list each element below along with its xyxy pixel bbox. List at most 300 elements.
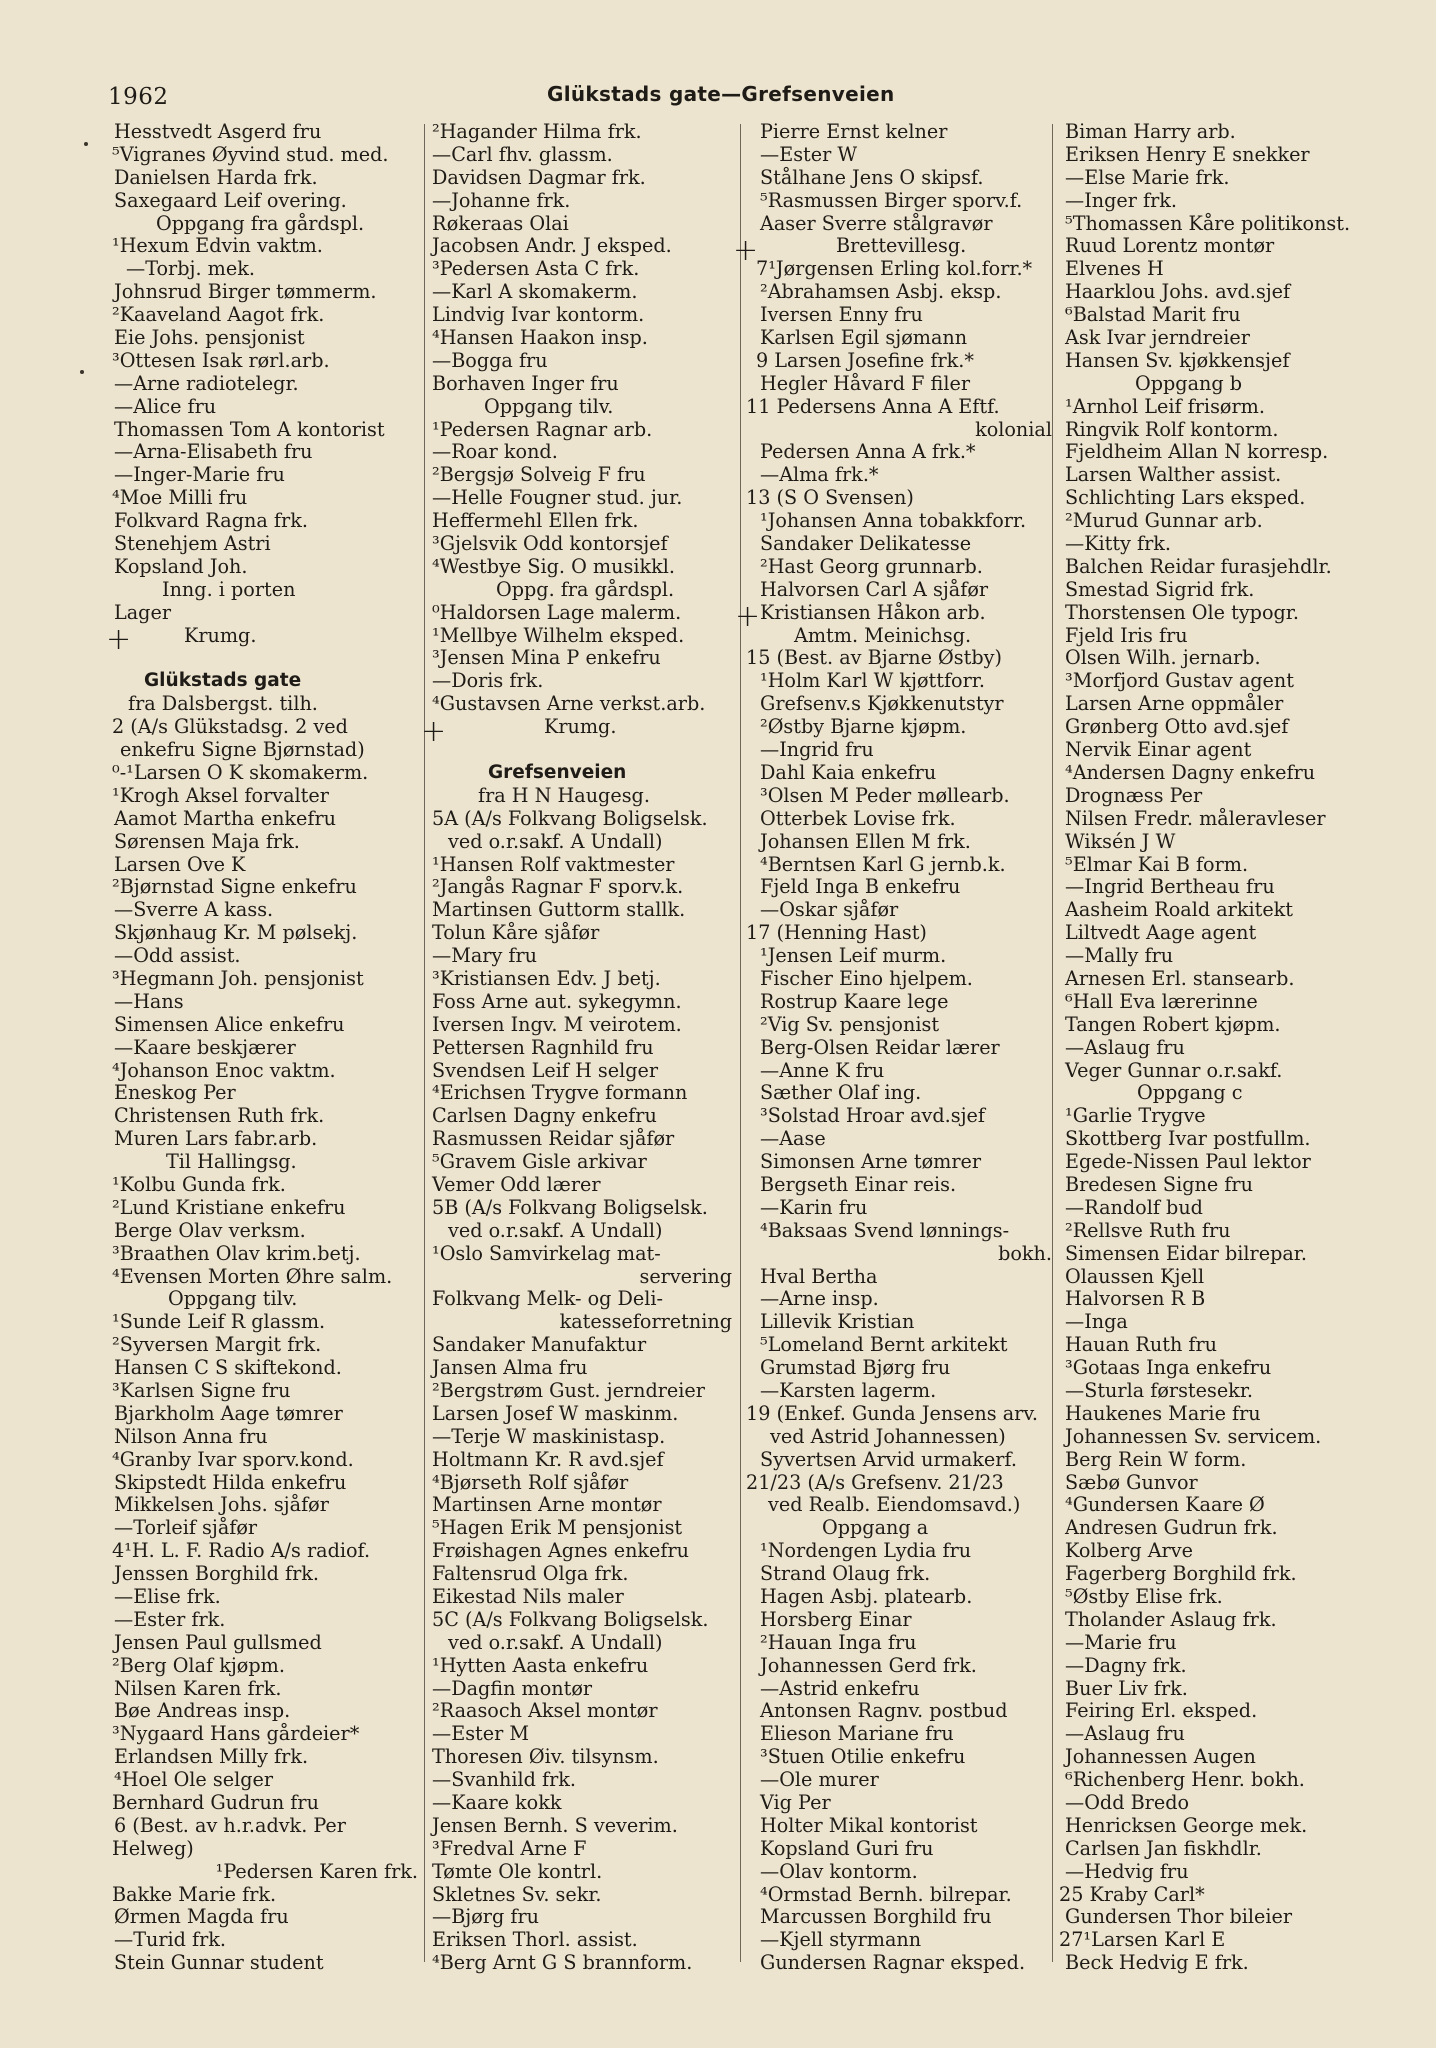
directory-entry: 11 Pedersens Anna A Eftf. [746, 394, 1000, 418]
directory-entry: ⁴Baksaas Svend lønnings- [760, 1218, 1010, 1242]
directory-entry: Saxegaard Leif overing. [114, 188, 347, 212]
directory-entry: Thorstensen Ole typogr. [1065, 600, 1299, 624]
directory-entry: ²Hast Georg grunnarb. [760, 554, 983, 578]
directory-entry: ³Pedersen Asta C frk. [432, 257, 640, 281]
directory-entry: Muren Lars fabr.arb. [114, 1127, 318, 1151]
directory-entry: ¹Holm Karl W kjøttforr. [760, 669, 985, 693]
directory-entry: —Kaare beskjærer [114, 1035, 296, 1059]
directory-entry: Sandaker Delikatesse [760, 532, 972, 556]
directory-entry: 27¹Larsen Karl E [1059, 1928, 1226, 1952]
directory-entry: Bjarkholm Aage tømrer [114, 1401, 343, 1425]
directory-entry: Liltvedt Aage agent [1065, 921, 1257, 945]
directory-entry: Tømte Ole kontrl. [432, 1859, 603, 1883]
directory-entry: Iversen Ingv. M veirotem. [432, 1012, 682, 1036]
directory-entry: 15 (Best. av Bjarne Østby) [746, 646, 1002, 670]
directory-entry: 9 Larsen Josefine frk.* [756, 348, 974, 372]
directory-entry: ⁵Vigranes Øyvind stud. med. [112, 142, 389, 166]
directory-entry: Aamot Martha enkefru [114, 806, 337, 830]
page-number: 1962 [108, 84, 169, 110]
directory-entry: —Marie fru [1065, 1630, 1177, 1654]
directory-entry: Sæther Olaf ing. [760, 1081, 922, 1105]
directory-entry: —Inger frk. [1065, 188, 1178, 212]
directory-entry: Faltensrud Olga frk. [432, 1562, 629, 1586]
margin-dot [84, 142, 88, 146]
directory-entry: Stålhane Jens O skipsf. [760, 165, 984, 189]
directory-entry: Pettersen Ragnhild fru [432, 1035, 654, 1059]
directory-entry: ¹Hansen Rolf vaktmester [432, 852, 675, 876]
directory-entry: Jenssen Borghild frk. [114, 1562, 320, 1586]
directory-entry: Krumg. [544, 715, 617, 739]
directory-entry: ⁴Hoel Ole selger [114, 1768, 274, 1792]
directory-entry: ⁴Ormstad Bernh. bilrepar. [760, 1882, 1012, 1906]
directory-entry: —Doris frk. [432, 669, 544, 693]
directory-entry: Stenehjem Astri [114, 532, 271, 556]
directory-entry: Eriksen Henry E snekker [1065, 142, 1310, 166]
directory-entry: ¹Krogh Aksel forvalter [112, 783, 329, 807]
directory-entry: ¹Johansen Anna tobakkforr. [760, 509, 1027, 533]
directory-entry: —Karsten lagerm. [760, 1378, 937, 1402]
directory-entry: Balchen Reidar furasjehdlr. [1065, 554, 1332, 578]
directory-entry: Johansen Ellen M frk. [760, 829, 971, 853]
directory-entry: Ørmen Magda fru [114, 1905, 289, 1929]
directory-entry: ¹Garlie Trygve [1065, 1104, 1206, 1128]
directory-entry: ⁶Balstad Marit fru [1065, 303, 1241, 327]
directory-entry: ⁵Østby Elise frk. [1065, 1585, 1223, 1608]
directory-entry: fra Dalsbergst. tilh. [128, 692, 318, 716]
directory-entry: Fjeldheim Allan N korresp. [1065, 440, 1329, 464]
directory-entry: —Ole murer [760, 1768, 879, 1792]
directory-entry: ¹Hexum Edvin vaktm. [112, 234, 323, 258]
directory-entry: —Olav kontorm. [760, 1859, 918, 1883]
directory-entry: —Kaare kokk [432, 1791, 562, 1815]
directory-entry: Carlsen Jan fiskhdlr. [1065, 1836, 1262, 1860]
directory-entry: ²Hagander Hilma frk. [432, 120, 642, 143]
directory-entry: enkefru Signe Bjørnstad) [120, 738, 365, 762]
directory-entry: Schlichting Lars eksped. [1065, 486, 1306, 510]
directory-entry: ¹Nordengen Lydia fru [760, 1539, 972, 1563]
directory-entry: Vig Per [760, 1791, 831, 1815]
directory-entry: ³Stuen Otilie enkefru [760, 1745, 966, 1769]
directory-entry: Johannessen Augen [1065, 1745, 1256, 1769]
directory-entry: Eie Johs. pensjonist [114, 326, 305, 350]
column-divider [740, 124, 741, 1962]
directory-entry: Gundersen Thor bileier [1065, 1905, 1293, 1929]
directory-entry: ³Nygaard Hans gårdeier* [112, 1722, 360, 1746]
directory-entry: Egede-Nissen Paul lektor [1065, 1150, 1311, 1174]
directory-entry: Bernhard Gudrun fru [112, 1791, 319, 1815]
directory-entry: Thomassen Tom A kontorist [114, 417, 385, 441]
directory-entry: —Mary fru [432, 944, 538, 968]
directory-entry: Wiksén J W [1065, 829, 1176, 853]
directory-entry: ²Bjørnstad Signe enkefru [112, 875, 357, 899]
directory-entry: Halvorsen R B [1065, 1287, 1206, 1311]
margin-dot [80, 370, 84, 374]
directory-entry: Eneskog Per [114, 1081, 236, 1105]
directory-entry: Holter Mikal kontorist [760, 1813, 978, 1837]
directory-entry: Kristiansen Håkon arb. [760, 600, 986, 624]
directory-entry: Drognæss Per [1065, 783, 1203, 807]
directory-entry: ⁴Gundersen Kaare Ø [1065, 1493, 1265, 1517]
directory-entry: —Mally fru [1065, 944, 1174, 968]
directory-entry: katesseforretning [559, 1310, 732, 1334]
directory-entry: ⁵Gravem Gisle arkivar [432, 1150, 647, 1174]
directory-entry: ⁴Berg Arnt G S brannform. [432, 1951, 693, 1975]
directory-entry: Haukenes Marie fru [1065, 1401, 1261, 1425]
directory-entry: —Kitty frk. [1065, 532, 1172, 556]
directory-entry: Sæbø Gunvor [1065, 1470, 1198, 1494]
directory-entry: fra H N Haugesg. [478, 783, 650, 807]
directory-entry: Danielsen Harda frk. [114, 165, 318, 189]
directory-entry: Larsen Ove K [114, 852, 246, 876]
directory-entry: Sørensen Maja frk. [114, 829, 300, 853]
directory-entry: Olsen Wilh. jernarb. [1065, 646, 1261, 670]
directory-entry: ved o.r.sakf. A Undall) [448, 1218, 663, 1242]
directory-entry: ³Morfjord Gustav agent [1065, 669, 1294, 693]
directory-entry: Vemer Odd lærer [432, 1172, 601, 1196]
directory-entry: —Inga [1065, 1310, 1128, 1334]
directory-entry: Nilson Anna fru [114, 1424, 268, 1448]
directory-entry: Hesstvedt Asgerd fru [114, 120, 322, 143]
directory-entry: Jensen Paul gullsmed [114, 1630, 322, 1654]
directory-entry: —Arne insp. [760, 1287, 879, 1311]
directory-entry: —Ingrid Bertheau fru [1065, 875, 1275, 899]
directory-entry: ²Jangås Ragnar F sporv.k. [432, 875, 684, 899]
directory-entry: —Aslaug fru [1065, 1035, 1185, 1059]
directory-entry: ³Gjelsvik Odd kontorsjef [432, 532, 668, 556]
directory-entry: Bergseth Einar reis. [760, 1172, 957, 1196]
directory-entry: ⁵Lomeland Bernt arkitekt [760, 1333, 1008, 1357]
directory-entry: —Arna-Elisabeth fru [114, 440, 313, 464]
directory-entry: —Ester frk. [114, 1607, 226, 1631]
directory-entry: Oppg. fra gårdspl. [496, 577, 675, 601]
directory-entry: Nervik Einar agent [1065, 738, 1252, 762]
directory-entry: Skipstedt Hilda enkefru [114, 1470, 347, 1494]
directory-entry: Lindvig Ivar kontorm. [432, 303, 645, 327]
directory-entry: Berg-Olsen Reidar lærer [760, 1035, 1000, 1059]
directory-entry: —Arne radiotelegr. [114, 371, 299, 395]
directory-entry: ¹Arnhol Leif frisørm. [1065, 394, 1265, 418]
directory-entry: Johannessen Gerd frk. [760, 1653, 977, 1677]
directory-entry: Pedersen Anna A frk.* [760, 440, 976, 464]
directory-entry: —Dagfin montør [432, 1676, 593, 1700]
directory-entry: ⁵Hagen Erik M pensjonist [432, 1516, 683, 1540]
running-title: Glükstads gate—Grefsenveien [547, 82, 895, 106]
directory-entry: ²Berg Olaf kjøpm. [112, 1653, 285, 1677]
directory-entry: ³Ottesen Isak rørl.arb. [112, 348, 330, 372]
directory-entry: Folkvard Ragna frk. [114, 509, 308, 533]
directory-entry: —Else Marie frk. [1065, 165, 1230, 189]
directory-entry: Smestad Sigrid frk. [1065, 577, 1255, 601]
directory-entry: —Sverre A kass. [114, 898, 274, 922]
directory-entry: ⁴Moe Milli fru [112, 486, 248, 510]
directory-entry: Olaussen Kjell [1065, 1264, 1205, 1288]
directory-entry: Dahl Kaia enkefru [760, 760, 937, 784]
directory-entry: Gundersen Ragnar eksped. [760, 1951, 1026, 1975]
directory-entry: —Turid frk. [114, 1928, 227, 1952]
directory-entry: Fagerberg Borghild frk. [1065, 1562, 1297, 1586]
directory-entry: Oppgang tilv. [484, 394, 614, 418]
directory-entry: —Karl A skomakerm. [432, 280, 638, 304]
directory-entry: ⁴Berntsen Karl G jernb.k. [760, 852, 1006, 876]
directory-entry: Oppgang b [1135, 371, 1243, 395]
directory-entry: —Svanhild frk. [432, 1768, 576, 1792]
directory-entry: Hansen Sv. kjøkkensjef [1065, 348, 1290, 372]
directory-entry: Berg Rein W form. [1065, 1447, 1247, 1471]
directory-entry: Jensen Bernh. S veverim. [432, 1813, 678, 1837]
directory-entry: ⁴Bjørseth Rolf sjåfør [432, 1470, 629, 1494]
directory-entry: Veger Gunnar o.r.sakf. [1065, 1058, 1283, 1082]
directory-entry: —Ingrid fru [760, 738, 874, 762]
directory-entry: Thoresen Øiv. tilsynsm. [432, 1745, 659, 1769]
directory-entry: ²Kaaveland Aagot frk. [112, 303, 325, 327]
directory-entry: ¹Pedersen Karen frk. [215, 1859, 418, 1883]
directory-entry: ²Østby Bjarne kjøpm. [760, 715, 967, 739]
directory-entry: Amtm. Meinichsg. [794, 623, 972, 647]
directory-entry: 19 (Enkef. Gunda Jensens arv. [746, 1401, 1039, 1425]
directory-entry: Arnesen Erl. stansearb. [1065, 966, 1295, 990]
directory-entry: Stein Gunnar student [114, 1951, 324, 1975]
directory-entry: Henricksen George mek. [1065, 1813, 1308, 1837]
directory-entry: —Torleif sjåfør [114, 1516, 258, 1540]
column-divider [424, 124, 425, 1962]
directory-entry: Elvenes H [1065, 257, 1164, 281]
directory-entry: ⁰Haldorsen Lage malerm. [432, 600, 682, 624]
directory-entry: Larsen Walther assist. [1065, 463, 1282, 487]
crossing-mark-icon: + [733, 233, 759, 268]
directory-entry: ¹Hytten Aasta enkefru [432, 1653, 649, 1677]
directory-entry: ⁵Thomassen Kåre politikonst. [1065, 211, 1351, 235]
directory-entry: Christensen Ruth frk. [114, 1104, 325, 1128]
directory-entry: ¹Mellbye Wilhelm eksped. [432, 623, 685, 647]
directory-entry: ³Jensen Mina P enkefru [432, 646, 661, 670]
directory-entry: Oppgang tilv. [168, 1287, 298, 1311]
directory-entry: Skjønhaug Kr. M pølsekj. [114, 921, 358, 945]
directory-entry [112, 647, 418, 670]
directory-column-1 [112, 121, 418, 1975]
directory-entry: Holtmann Kr. R avd.sjef [432, 1447, 664, 1471]
directory-entry: Marcussen Borghild fru [760, 1905, 992, 1929]
directory-entry: Til Hallingsg. [166, 1150, 297, 1174]
directory-entry: Kopsland Joh. [114, 554, 248, 578]
directory-entry: 5A (A/s Folkvang Boligselsk. [432, 806, 708, 830]
directory-entry: ⁴Westbye Sig. O musikkl. [432, 554, 675, 578]
directory-entry: Syvertsen Arvid urmakerf. [760, 1447, 1017, 1471]
directory-entry: —Bogga fru [432, 348, 548, 372]
directory-entry: ⁶Richenberg Henr. bokh. [1065, 1768, 1305, 1792]
directory-entry: Hval Bertha [760, 1264, 878, 1288]
crossing-mark-icon: + [421, 714, 447, 749]
directory-entry: Tolun Kåre sjåfør [432, 921, 600, 945]
directory-entry: Krumg. [184, 623, 257, 647]
directory-entry: Davidsen Dagmar frk. [432, 165, 646, 189]
directory-entry: Martinsen Guttorm stallk. [432, 898, 686, 922]
directory-entry: —Aase [760, 1127, 826, 1151]
directory-entry: —Helle Fougner stud. jur. [432, 486, 683, 510]
directory-entry: Eriksen Thorl. assist. [432, 1928, 638, 1952]
directory-entry: Biman Harry arb. [1065, 120, 1236, 143]
directory-entry: Tholander Aslaug frk. [1065, 1607, 1277, 1631]
directory-entry: —Dagny frk. [1065, 1653, 1187, 1677]
directory-entry: —Hedvig fru [1065, 1859, 1189, 1883]
directory-entry: Frøishagen Agnes enkefru [432, 1539, 690, 1563]
directory-entry: Elieson Mariane fru [760, 1722, 954, 1746]
directory-entry: Skletnes Sv. sekr. [432, 1882, 602, 1906]
column-divider [1052, 124, 1053, 1962]
directory-entry: ³Fredval Arne F [432, 1836, 587, 1860]
directory-entry: Bredesen Signe fru [1065, 1172, 1253, 1196]
directory-entry: servering [639, 1264, 732, 1288]
directory-entry: Bøe Andreas insp. [114, 1699, 291, 1723]
directory-entry: Larsen Josef W maskinm. [432, 1401, 679, 1425]
directory-entry: Simonsen Arne tømrer [760, 1150, 982, 1174]
directory-entry: Eikestad Nils maler [432, 1585, 624, 1608]
directory-entry: ³Hegmann Joh. pensjonist [112, 966, 364, 990]
directory-entry: Nilsen Karen frk. [114, 1676, 282, 1700]
directory-entry: ²Vig Sv. pensjonist [760, 1012, 940, 1036]
directory-entry: Kopsland Guri fru [760, 1836, 934, 1860]
directory-entry: Svendsen Leif H selger [432, 1058, 659, 1082]
directory-entry: Lillevik Kristian [760, 1310, 915, 1334]
directory-entry: Oppgang a [822, 1516, 929, 1540]
directory-entry: —Elise frk. [114, 1585, 221, 1608]
directory-entry: ved Realb. Eiendomsavd.) [768, 1493, 1021, 1517]
directory-entry: kolonial [975, 417, 1052, 441]
directory-entry: Grefsenv.s Kjøkkenutstyr [760, 692, 1004, 716]
directory-entry: —Alma frk.* [760, 463, 879, 487]
directory-entry: Andresen Gudrun frk. [1065, 1516, 1278, 1540]
directory-entry: ⁵Elmar Kai B form. [1065, 852, 1249, 876]
directory-entry: Brettevillesg. [836, 234, 967, 258]
directory-entry: ²Bergstrøm Gust. jerndreier [432, 1378, 705, 1402]
directory-entry: Glükstads gate [144, 670, 302, 692]
directory-entry: Heffermehl Ellen frk. [432, 509, 639, 533]
directory-entry: ved Astrid Johannessen) [770, 1424, 1006, 1448]
directory-entry: —Roar kond. [432, 440, 558, 464]
crossing-mark-icon: + [735, 599, 761, 634]
directory-entry: —Torbj. mek. [126, 257, 255, 281]
directory-entry: bokh. [998, 1241, 1052, 1265]
directory-entry: Borhaven Inger fru [432, 371, 619, 395]
directory-entry: 5C (A/s Folkvang Boligselsk. [432, 1607, 709, 1631]
directory-entry: Aaser Sverre stålgravør [760, 211, 993, 235]
directory-entry: ¹Sunde Leif R glassm. [112, 1310, 326, 1334]
directory-entry: Grønberg Otto avd.sjef [1065, 715, 1289, 739]
directory-entry: —Odd Bredo [1065, 1791, 1190, 1815]
directory-entry: —Oskar sjåfør [760, 898, 899, 922]
directory-entry: Martinsen Arne montør [432, 1493, 662, 1517]
directory-entry: —Ester W [760, 142, 858, 166]
directory-entry: Fjeld Inga B enkefru [760, 875, 961, 899]
directory-entry: —Johanne frk. [432, 188, 571, 212]
directory-entry: ¹Oslo Samvirkelag mat- [432, 1241, 661, 1265]
directory-entry: ³Kristiansen Edv. J betj. [432, 966, 661, 990]
directory-entry: —Astrid enkefru [760, 1676, 920, 1700]
directory-entry: ved o.r.sakf. A Undall) [448, 829, 663, 853]
directory-entry: Ask Ivar jerndreier [1065, 326, 1250, 350]
directory-column-3 [746, 121, 1052, 1975]
directory-entry: ³Gotaas Inga enkefru [1065, 1356, 1272, 1380]
directory-entry: ⁶Hall Eva lærerinne [1065, 989, 1258, 1013]
directory-entry: Otterbek Lovise frk. [760, 806, 956, 830]
directory-entry: Ringvik Rolf kontorm. [1065, 417, 1279, 441]
directory-column-4 [1059, 121, 1353, 1975]
directory-entry: ²Hauan Inga fru [760, 1630, 917, 1654]
directory-entry: Simensen Eidar bilrepar. [1065, 1241, 1307, 1265]
directory-entry [432, 739, 732, 762]
directory-entry: ³Braathen Olav krim.betj. [112, 1241, 361, 1265]
directory-entry: Johannessen Sv. servicem. [1065, 1424, 1322, 1448]
directory-column-2 [432, 121, 732, 1975]
directory-entry: ²Raasoch Aksel montør [432, 1699, 658, 1723]
directory-entry: ²Bergsjø Solveig F fru [432, 463, 646, 487]
directory-entry: Halvorsen Carl A sjåfør [760, 577, 989, 601]
directory-entry: —Anne K fru [760, 1058, 885, 1082]
directory-entry: Beck Hedvig E frk. [1065, 1951, 1249, 1975]
directory-entry: Pierre Ernst kelner [760, 120, 948, 143]
directory-entry: Kolberg Arve [1065, 1539, 1193, 1563]
directory-entry: —Hans [114, 989, 184, 1013]
directory-entry: 5B (A/s Folkvang Boligselsk. [432, 1195, 708, 1219]
directory-entry: ⁰-¹Larsen O K skomakerm. [112, 760, 369, 784]
directory-entry: 17 (Henning Hast) [746, 921, 927, 945]
directory-entry: Oppgang fra gårdspl. [156, 211, 365, 235]
directory-entry: ³Karlsen Signe fru [112, 1378, 291, 1402]
directory-entry: ²Rellsve Ruth fru [1065, 1218, 1231, 1242]
directory-entry: Karlsen Egil sjømann [760, 326, 968, 350]
directory-entry: Jacobsen Andr. J eksped. [432, 234, 672, 258]
directory-entry: —Bjørg fru [432, 1905, 539, 1929]
directory-entry: Buer Liv frk. [1065, 1676, 1188, 1700]
directory-entry: —Randolf bud [1065, 1195, 1203, 1219]
crossing-mark-icon: + [106, 622, 132, 657]
directory-entry: ²Lund Kristiane enkefru [112, 1195, 346, 1219]
directory-entry: Hauan Ruth fru [1065, 1333, 1218, 1357]
directory-entry: Johnsrud Birger tømmerm. [114, 280, 377, 304]
directory-entry: Bakke Marie frk. [112, 1882, 277, 1906]
directory-entry: Iversen Enny fru [760, 303, 923, 327]
directory-entry: Grefsenveien [488, 761, 627, 783]
directory-entry: ²Murud Gunnar arb. [1065, 509, 1263, 533]
directory-entry: ³Olsen M Peder møllearb. [760, 783, 1010, 807]
directory-entry: 4¹H. L. F. Radio A/s radiof. [112, 1539, 371, 1563]
directory-entry: 6 (Best. av h.r.advk. Per [114, 1813, 346, 1837]
directory-entry: ²Syversen Margit frk. [112, 1333, 322, 1357]
directory-entry: Haarklou Johs. avd.sjef [1065, 280, 1291, 304]
directory-entry: Oppgang c [1137, 1081, 1243, 1105]
directory-entry: Folkvang Melk- og Deli- [432, 1287, 664, 1311]
directory-entry: —Sturla førstesekr. [1065, 1378, 1253, 1402]
directory-entry: —Inger-Marie fru [114, 463, 285, 487]
directory-entry: 2 (A/s Glükstadsg. 2 ved [112, 715, 348, 739]
directory-entry: Lager [114, 600, 171, 624]
directory-entry: ¹Kolbu Gunda frk. [112, 1172, 286, 1196]
directory-entry: ⁴Hansen Haakon insp. [432, 326, 648, 350]
directory-entry: Horsberg Einar [760, 1607, 912, 1631]
directory-entry: Aasheim Roald arkitekt [1065, 898, 1294, 922]
directory-entry: Fischer Eino hjelpem. [760, 966, 973, 990]
directory-entry: Rasmussen Reidar sjåfør [432, 1127, 675, 1151]
directory-entry: —Alice fru [114, 394, 217, 418]
directory-entry: ⁴Johanson Enoc vaktm. [112, 1058, 336, 1082]
directory-entry: —Aslaug fru [1065, 1722, 1185, 1746]
directory-entry: Røkeraas Olai [432, 211, 569, 235]
directory-entry: ⁴Gustavsen Arne verkst.arb. [432, 692, 706, 716]
directory-entry: Helweg) [112, 1836, 194, 1860]
directory-entry: Fjeld Iris fru [1065, 623, 1188, 647]
directory-entry: —Odd assist. [114, 944, 241, 968]
directory-entry: Erlandsen Milly frk. [114, 1745, 309, 1769]
directory-entry: Tangen Robert kjøpm. [1065, 1012, 1281, 1036]
